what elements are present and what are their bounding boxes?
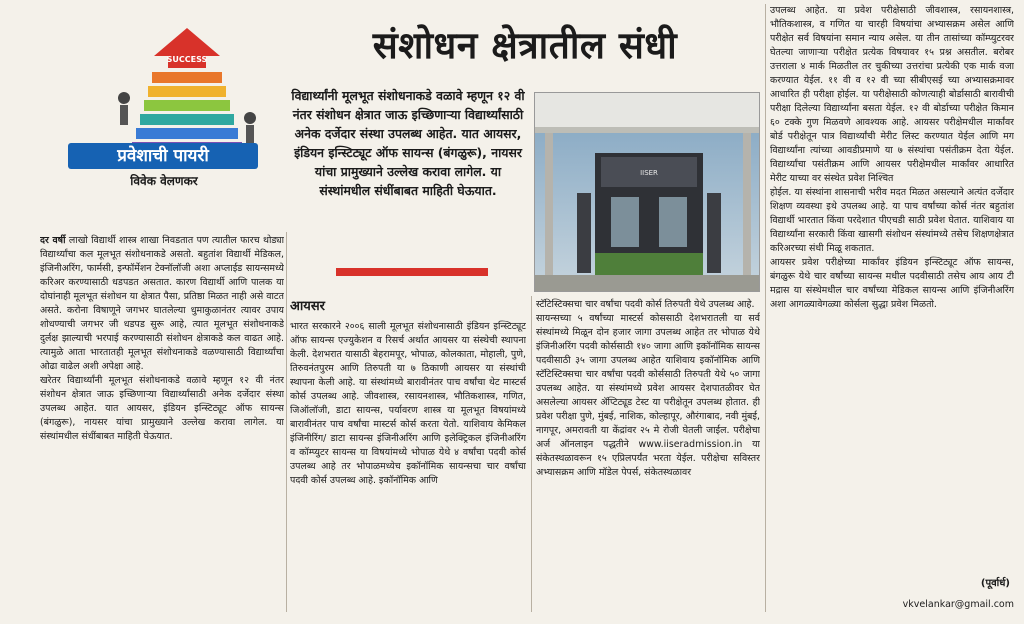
sign-off: (पूर्वार्ध)	[980, 578, 1010, 589]
logo-success-text: SUCCESS	[166, 55, 208, 64]
column-tag: प्रवेशाची पायरी	[68, 143, 258, 169]
article-column-1	[40, 234, 284, 606]
author-email: vkvelankar@gmail.com	[902, 599, 1014, 610]
column-1-text: लाखो विद्यार्थी शास्त्र शाखा निवडतात पण त्यातील फारच थोड्या विद्यार्थ्यांचा कल मूलभूत संशोधनाकडे असतो. बहुतांश विद्यार्थी मेडिकल, इंजिनीअरिंग, फार्मसी, इन्फॉर्मेशन टेक्नॉलॉजी अशा अप्लाईड सायन्समध्ये करिअर करण्यासाठी धडपडत असतात. कारण विद्यार्थी आणि पालक या दोघांनाही मूलभूत संशोधन या क्षेत्रात पैसा, प्रतिष्ठा मिळत नाही असे वाटत असते. करोना विषाणूने जगभर घातलेल्या धुमाकुळानंतर त्यावर उपाय शोधण्याची जगभर जी धडपड सुरू आहे, त्यात मूलभूत संशोधनाकडे दुर्लक्ष झाल्याची भरपाई करण्यासाठी संशोधन क्षेत्राकडे कल वाढत आहे. त्यामुळे आता भारतातही मूलभूत संशोधनाकडे वळण्यासाठी विद्यार्थ्यांचा ओढा वाढेल अशी अपेक्षा आहे. खरेतर विद्यार्थ्यांनी मूलभूत संशोधनाकडे वळावे म्हणून १२ वी नंतर संशोधन क्षेत्रात जाऊ इच्छिणाऱ्या विद्यार्थ्यांसाठी अनेक दर्जेदार संस्था उपलब्ध आहेत. यात आयसर, इंडियन इन्स्टिट्यूट ऑफ सायन्स (बंगळुरू), नायसर यांचा प्रामुख्याने उल्लेख करावा लागेल. या संस्थांमधील संधींबाबत माहिती घेऊयात.	[40, 235, 284, 442]
article-column-3: स्टॅटिस्टिक्सचा चार वर्षांचा पदवी कोर्स तिरुपती येथे उपलब्ध आहे. सायन्सच्या ५ वर्षांच्या मास्टर्स कोससाठी देशभरातली या सर्व संस्थांमध्ये मिळून दोन हजार जागा उपलब्ध आहेत तर भोपाळ येथे इंजिनीअरिंग पदवी कोर्ससाठी १४० जागा आणि इकॉनॉमिक सायन्स पदवीसाठी ३५ जागा उपलब्ध आहेत याशिवाय इकॉनॉमिक आणि स्टॅटिस्टिक्सचा चार वर्षांचा पदवी कोर्ससाठी तिरुपती येथे ५० जागा उपलब्ध आहेत. या संस्थांमध्ये प्रवेश आयसर देशपातळीवर घेत असलेल्या आयसर ॲप्टिट्यूड टेस्ट या परीक्षेतून उपलब्ध होतात. ही प्रवेश परीक्षा पुणे, मुंबई, नाशिक, कोल्हापूर, औरंगाबाद, नवी मुंबई, नागपूर, अमरावती या केंद्रांवर २५ मे रोजी घेतली जाईल. परीक्षेचा अर्ज ऑनलाइन पद्धतीने www.iiseradmission.in या संकेतस्थळावरून १५ एप्रिलपर्यंत भरता येईल. परीक्षेचा सविस्तर अभ्यासक्रम आणि मॉडेल पेपर्स, संकेतस्थळावर	[536, 299, 760, 478]
section-heading-iiser: आयसर	[290, 299, 325, 314]
column-divider	[531, 296, 532, 612]
intro-divider	[336, 268, 488, 276]
intro-summary: विद्यार्थ्यांनी मूलभूत संशोधनाकडे वळावे म्हणून १२ वी नंतर संशोधन क्षेत्रात जाऊ इच्छिणाऱ्या विद्यार्थ्यांसाठी अनेक दर्जेदार संस्था उपलब्ध आहेत. यात आयसर, इंडियन इन्स्टिट्यूट ऑफ सायन्स (बंगळुरू), नायसर यांचा प्रामुख्याने उल्लेख करावा लागेल. या संस्थांमधील संधींबाबत माहिती घेऊयात.	[291, 88, 525, 198]
photo-sign-text: IISER	[640, 169, 658, 177]
institute-photo	[534, 92, 760, 292]
column-divider	[765, 4, 766, 612]
building-photo-icon	[535, 93, 760, 292]
column-author: विवेक वेलणकर	[130, 174, 198, 188]
lead-in: दर वर्षी	[40, 235, 66, 246]
article-column-4: उपलब्ध आहेत. या प्रवेश परीक्षेसाठी जीवशास्त्र, रसायनशास्त्र, भौतिकशास्त्र, व गणित या चारही विषयांचा अभ्यासक्रम असेल आणि परीक्षेत सर्व विषयांना समान न्याय असेल. या तीन तासांच्या कॉम्प्युटरवर घेतल्या जाणाऱ्या परीक्षेत प्रत्येक विषयावर १५ प्रश्न असतील. बरोबर उत्तराला ४ मार्क मिळतील तर चुकीच्या उत्तरांचा प्रत्येकी एक मार्क वजा करण्यात येईल. ११ वी व १२ वी च्या सीबीएसई च्या अभ्यासक्रमावर आधारित ही परीक्षा होईल. या परीक्षेसाठी कोणत्याही बोर्डासाठी बारावीची परीक्षा दिलेल्या विद्यार्थ्यांना बसता येईल. १२ वी बोर्डाच्या परीक्षेत किमान ६० टक्के गुण मिळवणे आवश्यक आहे. आयसर परीक्षेमधील मार्कांवर बोर्ड परीक्षेतून पात्र विद्यार्थ्यांची मेरीट लिस्ट करण्यात येईल आणि मग विद्यार्थ्यांना त्यांच्या आवडीप्रमाणे या ७ संस्थांचा पसंतीक्रम देता येईल. विद्यार्थ्यांचा पसंतीक्रम आणि आयसर परीक्षेमधील मार्कांवर आधारित मेरीट याच्या वर संस्थेत प्रवेश निश्चित होईल. या संस्थांना शासनाची भरीव मदत मिळत असल्याने अत्यंत दर्जेदार शिक्षण व्यवस्था इथे उपलब्ध आहे. या पाच वर्षांच्या कोर्स नंतर बहुतांश विद्यार्थी भारतात किंवा परदेशात पीएचडी साठी प्रवेश घेतात. याशिवाय या विद्यार्थ्यांना सरकारी किंवा खासगी संशोधन संस्थांमध्ये तसेच शिक्षणक्षेत्रात करिअरच्या संधी मिळू शकतात. आयसर प्रवेश परीक्षेच्या मार्कांवर इंडियन इन्स्टिट्यूट ऑफ सायन्स, बंगळुरू येथे चार वर्षांच्या सायन्स मधील पदवीसाठी तसेच आय आय टी मद्रास या संस्थेमधील चार वर्षांच्या मेडिकल सायन्स आणि इंजिनीअरिंग अशा आगळ्यावेगळ्या कोर्सला सुद्धा प्रवेश मिळतो.	[770, 5, 1014, 310]
page-title: संशोधन क्षेत्रातील संधी	[372, 24, 678, 67]
article-column-2: भारत सरकारने २००६ साली मूलभूत संशोधनासाठी इंडियन इन्स्टिट्यूट ऑफ सायन्स एज्युकेशन व रिसर्च अर्थात आयसर या संस्थेची स्थापना केली. देशभरात यासाठी बेहरामपूर, भोपाळ, कोलकाता, मोहाली, पुणे, तिरुवनंतपुरम आणि तिरुपती या ७ ठिकाणी आयसर या संस्थांची स्थापना केली आहे. या संस्थांमध्ये बारावीनंतर पाच वर्षांचा थेट मास्टर्स कोर्स उपलब्ध आहे. जीवशास्त्र, रसायनशास्त्र, भौतिकशास्त्र, गणित, जिऑलॉजी, डाटा सायन्स, पर्यावरण शास्त्र या मूलभूत विषयांमध्ये बारावीनंतर पाच वर्षांचा मास्टर्स कोर्स करता येतो. याशिवाय केमिकल इंजिनीरिंग/ डाटा सायन्स इंजिनीअरिंग आणि इलेक्ट्रिकल इंजिनीअरिंग व कॉम्प्युटर सायन्स या विषयांमध्ये भोपाळ येथे ४ वर्षांचा पदवी कोर्स उपलब्ध आहे तर भोपाळमध्येच इकॉनॉमिक सायन्सचा चार वर्षांचा पदवी कोर्स उपलब्ध आहे. इकॉनॉमिक आणि	[290, 321, 526, 486]
column-divider	[286, 232, 287, 612]
